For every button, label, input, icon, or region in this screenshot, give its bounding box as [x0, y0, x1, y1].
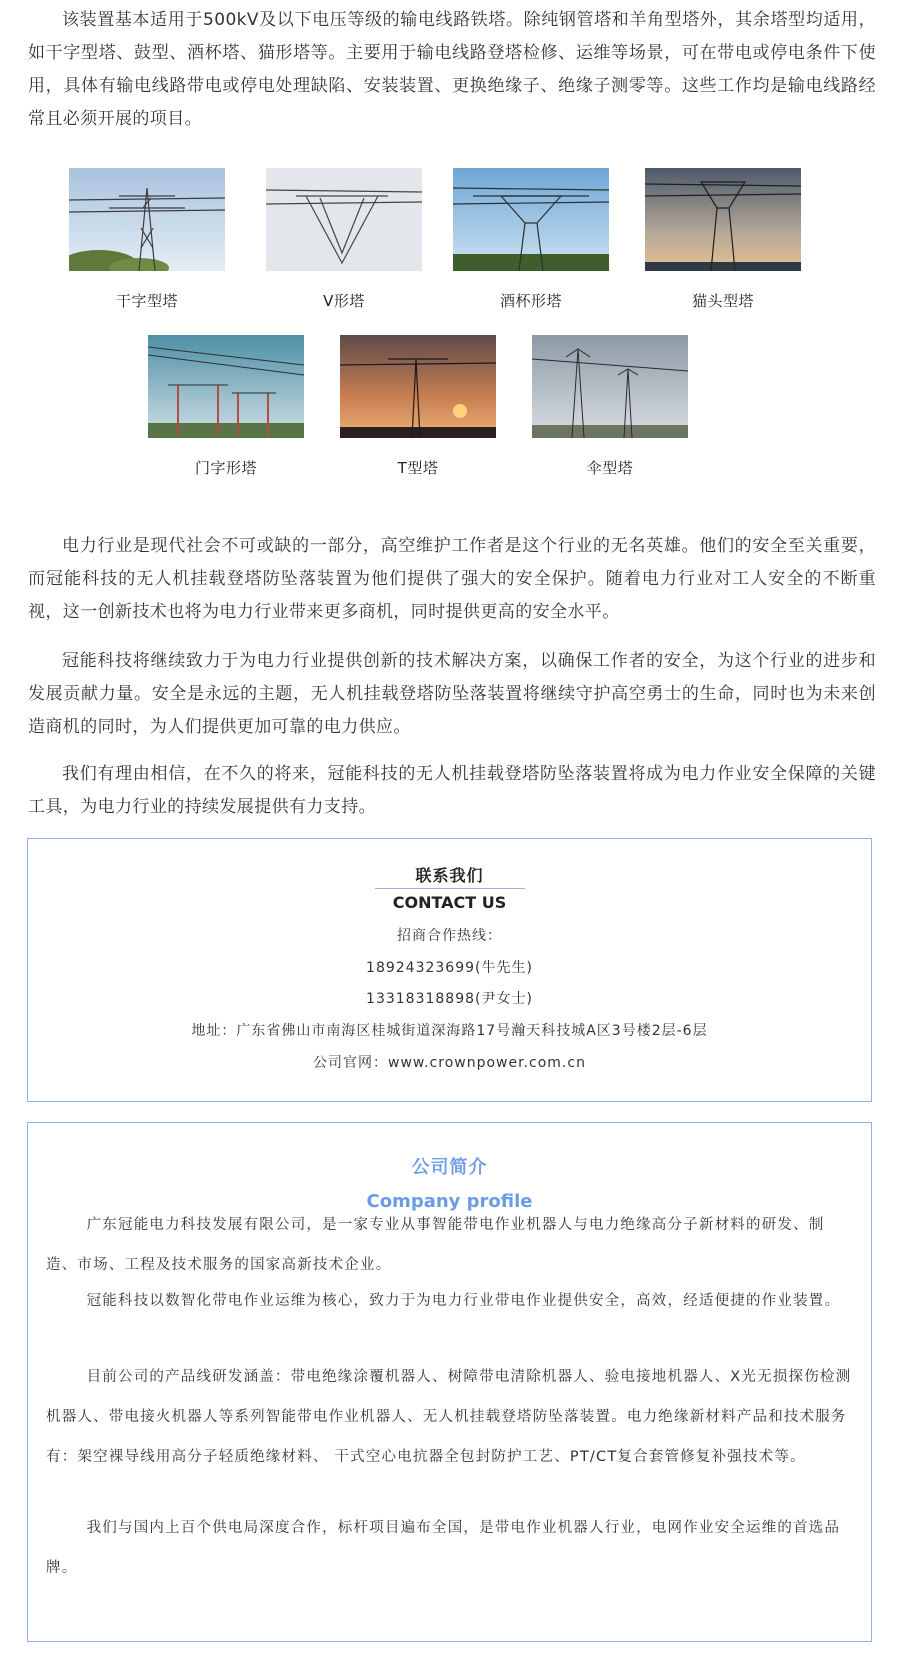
tower-figure-gan [69, 168, 225, 310]
profile-paragraph: 广东冠能电力科技发展有限公司，是一家专业从事智能带电作业机器人与电力绝缘高分子新材料的研发、制造、市场、工程及技术服务的国家高新技术企业。 [46, 1217, 825, 1273]
body-paragraph-industry: 电力行业是现代社会不可或缺的一部分，高空维护工作者是这个行业的无名英雄。他们的安全至关重要，而冠能科技的无人机挂载登塔防坠落装置为他们提供了强大的安全保护。随着电力行业对工人安全的不断重视，这一创新技术也将为电力行业带来更多商机，同时提供更高的安全水平。 [28, 536, 876, 622]
profile-paragraph: 目前公司的产品线研发涵盖：带电绝缘涂覆机器人、树障带电清除机器人、验电接地机器人、X光无损探伤检测机器人、带电接火机器人等系列智能带电作业机器人、无人机挂载登塔防坠落装置。电力绝缘新材料产品和技术服务有：架空裸导线用高分子轻质绝缘材料、 干式空心电抗器全包封防护工艺、PT/CT复合套管修复补强技术等。 [46, 1369, 852, 1465]
tower-photo-umbrella [532, 335, 688, 438]
tower-figure-gate [148, 335, 304, 477]
body-paragraph-outlook: 我们有理由相信，在不久的将来，冠能科技的无人机挂载登塔防坠落装置将成为电力作业安全保障的关键工具，为电力行业的持续发展提供有力支持。 [28, 764, 876, 817]
tower-figure-umbrella [532, 335, 688, 477]
tower-caption: 门字形塔 [194, 459, 257, 477]
contact-subtitle: CONTACT US [392, 893, 507, 912]
tower-caption: V形塔 [323, 292, 365, 310]
tower-photo-cathead [645, 168, 801, 271]
profile-subtitle: Company profile [366, 1191, 533, 1212]
body-paragraph-commitment: 冠能科技将继续致力于为电力行业提供创新的技术解决方案，以确保工作者的安全，为这个行业的进步和发展贡献力量。安全是永远的主题，无人机挂载登塔防坠落装置将继续守护高空勇士的生命，同时也为未来创造商机的同时，为人们提供更加可靠的电力供应。 [28, 651, 876, 737]
tower-figure-t [340, 335, 496, 477]
tower-photo-t [340, 335, 496, 438]
tower-caption: 猫头型塔 [691, 292, 754, 310]
address-text: 地址：广东省佛山市南海区桂城街道深海路17号瀚天科技城A区3号楼2层-6层 [191, 1023, 708, 1039]
profile-paragraph: 我们与国内上百个供电局深度合作，标杆项目遍布全国，是带电作业机器人行业，电网作业安全运维的首选品牌。 [46, 1520, 841, 1576]
contact-title: 联系我们 [415, 866, 484, 885]
contact-divider [375, 888, 525, 889]
tower-figure-v [266, 168, 422, 310]
tower-caption: T型塔 [397, 459, 439, 477]
company-profile-box [27, 1122, 872, 1642]
contact-box [27, 838, 872, 1102]
tower-figure-cathead [645, 168, 801, 310]
hotline-label: 招商合作热线： [397, 928, 502, 944]
tower-caption: 酒杯形塔 [499, 292, 562, 310]
tower-photo-cup [453, 168, 609, 271]
profile-paragraph: 冠能科技以数智化带电作业运维为核心，致力于为电力行业带电作业提供安全，高效，经适便捷的作业装置。 [86, 1293, 841, 1309]
profile-title: 公司简介 [411, 1157, 488, 1178]
website-link[interactable]: 公司官网：www.crownpower.com.cn [313, 1055, 586, 1071]
tower-photo-v [266, 168, 422, 271]
phone-number[interactable]: 13318318898(尹女士) [366, 991, 533, 1007]
intro-paragraph: 该装置基本适用于500kV及以下电压等级的输电线路铁塔。除纯钢管塔和羊角型塔外，其余塔型均适用，如干字型塔、鼓型、酒杯塔、猫形塔等。主要用于输电线路登塔检修、运维等场景，可在带电或停电条件下使用，具体有输电线路带电或停电处理缺陷、安装装置、更换绝缘子、绝缘子测零等。这些工作均是输电线路经常且必须开展的项目。 [28, 10, 876, 129]
tower-caption: 干字型塔 [115, 292, 178, 310]
tower-caption: 伞型塔 [586, 459, 634, 477]
tower-figure-cup [453, 168, 609, 310]
tower-photo-gan [69, 168, 225, 271]
phone-number[interactable]: 18924323699(牛先生) [366, 960, 533, 976]
tower-photo-gate [148, 335, 304, 438]
